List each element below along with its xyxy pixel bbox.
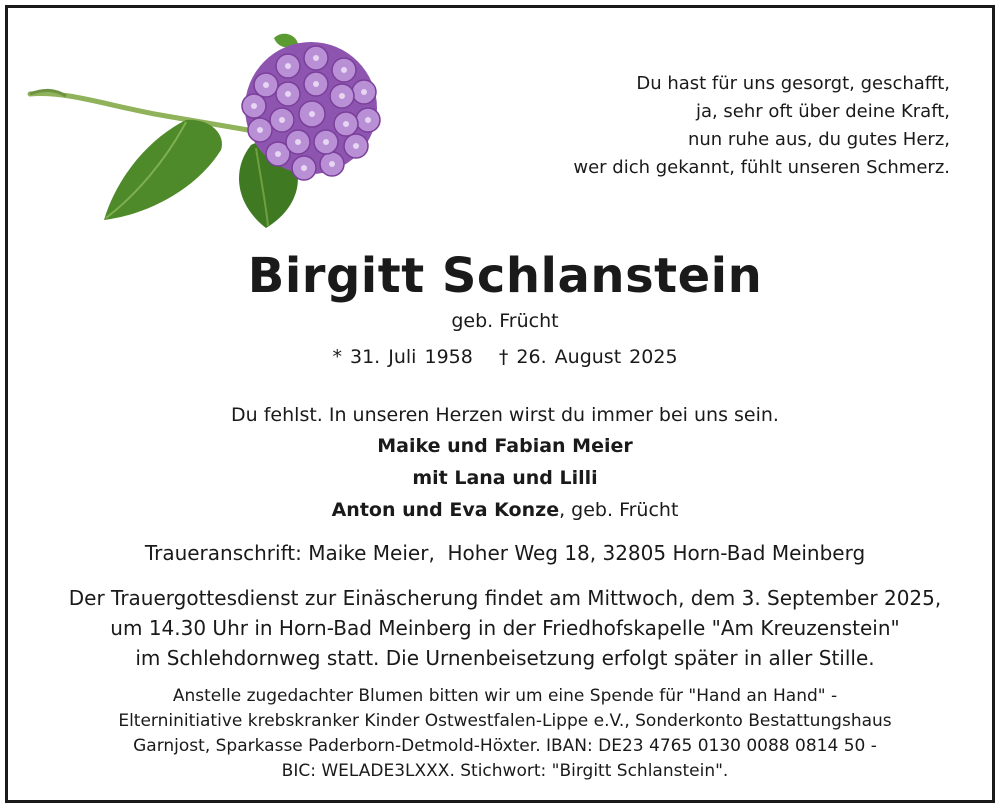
mourners bbox=[8, 430, 1000, 526]
mourner-line bbox=[8, 494, 1000, 526]
service-line: im Schlehdornweg statt. Die Urnenbeisetzung erfolgt später in aller Stille. bbox=[135, 646, 875, 670]
obituary-frame bbox=[5, 5, 995, 803]
birth-date: * 31. Juli 1958 bbox=[332, 346, 473, 368]
mourner-birth-name: , geb. Frücht bbox=[559, 499, 679, 521]
farewell-text: Du fehlst. In unseren Herzen wirst du immer bei uns sein. bbox=[231, 404, 779, 426]
service-line: Der Trauergottesdienst zur Einäscherung findet am Mittwoch, dem 3. September 2025, bbox=[68, 586, 942, 610]
donation-line: BIC: WELADE3LXXX. Stichwort: "Birgitt Schlanstein". bbox=[281, 761, 729, 781]
mourner-line: Maike und Fabian Meier bbox=[377, 435, 633, 457]
poem-line: ja, sehr oft über deine Kraft, bbox=[695, 101, 950, 122]
poem-line: wer dich gekannt, fühlt unseren Schmerz. bbox=[573, 157, 950, 178]
poem-line: nun ruhe aus, du gutes Herz, bbox=[687, 129, 950, 150]
mourning-address: Traueranschrift: Maike Meier, Hoher Weg 18, 32805 Horn-Bad Meinberg bbox=[144, 541, 866, 565]
poem bbox=[573, 70, 950, 182]
death-date: † 26. August 2025 bbox=[498, 346, 678, 368]
mourner-names: Anton und Eva Konze bbox=[331, 499, 560, 521]
life-dates bbox=[8, 343, 1000, 371]
donation-line: Anstelle zugedachter Blumen bitten wir um eine Spende für "Hand an Hand" - bbox=[172, 686, 838, 706]
service-info bbox=[8, 583, 1000, 673]
donation-line: Elterninitiative krebskranker Kinder Ostwestfalen-Lippe e.V., Sonderkonto Bestattungshaus bbox=[118, 711, 892, 731]
birth-name: geb. Frücht bbox=[451, 310, 559, 332]
donation-line: Garnjost, Sparkasse Paderborn-Detmold-Höxter. IBAN: DE23 4765 0130 0088 0814 50 - bbox=[133, 736, 877, 756]
mourner-line: mit Lana und Lilli bbox=[412, 467, 598, 489]
service-line: um 14.30 Uhr in Horn-Bad Meinberg in der Friedhofskapelle "Am Kreuzenstein" bbox=[110, 616, 900, 640]
poem-line: Du hast für uns gesorgt, geschafft, bbox=[636, 73, 950, 94]
donation-info bbox=[8, 684, 1000, 784]
hydrangea-flower-icon bbox=[26, 30, 396, 235]
deceased-name: Birgitt Schlanstein bbox=[247, 248, 763, 304]
